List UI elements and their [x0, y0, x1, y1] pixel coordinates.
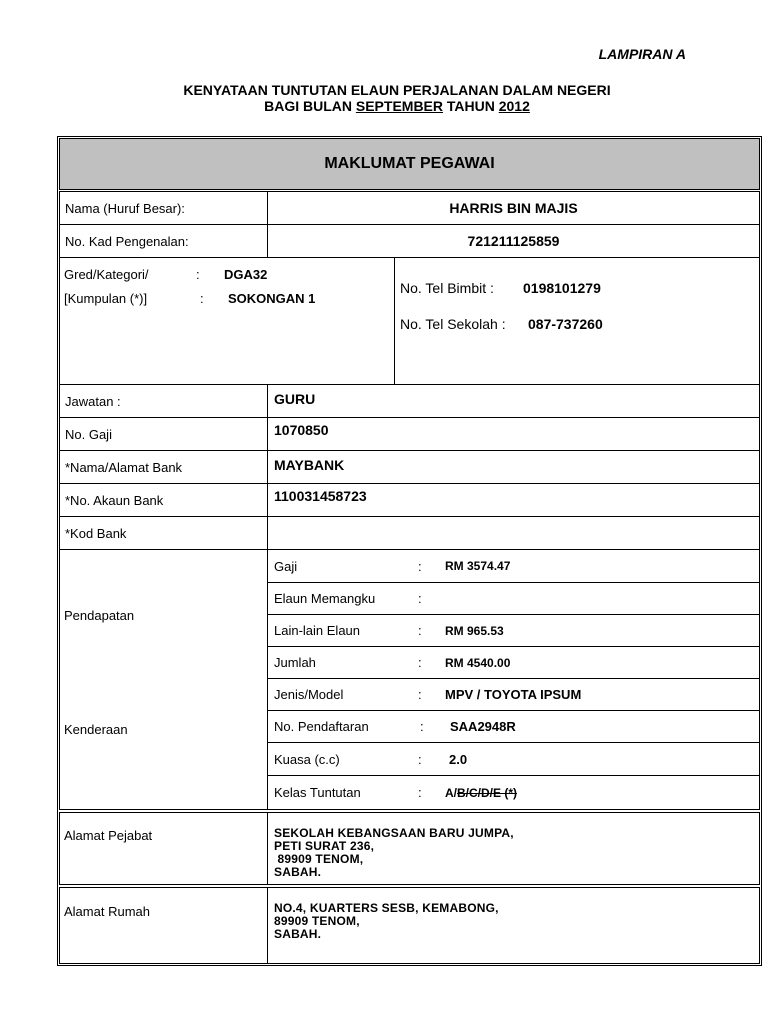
nama-value: HARRIS BIN MAJIS [267, 191, 760, 225]
title-line-1: KENYATAAN TUNTUTAN ELAUN PERJALANAN DALAM NEGERI [183, 82, 611, 98]
kenderaan-row-jenis: Jenis/Model : MPV / TOYOTA IPSUM [267, 678, 760, 711]
kumpulan-value: SOKONGAN 1 [228, 291, 316, 306]
alamat-rumah-label-cell [59, 887, 268, 964]
kenderaan-row-kelas: Kelas Tuntutan : A/B/C/D/E (*) [267, 775, 760, 810]
pendapatan-row-elaun-memangku: Elaun Memangku : [267, 582, 760, 615]
akaun-value: 110031458723 [267, 483, 760, 517]
alamat-pejabat-label: Alamat Pejabat [64, 828, 153, 843]
kelas-struck: B/C/D/E (*) [457, 785, 517, 800]
lampiran-label: LAMPIRAN A [598, 46, 686, 62]
title-year: 2012 [498, 98, 530, 114]
alamat-pejabat-value: SEKOLAH KEBANGSAAN BARU JUMPA, PETI SURAT 236, 89909 TENOM, SABAH. [267, 812, 760, 885]
tel-sekolah-value: 087-737260 [528, 316, 603, 332]
pendapatan-row-gaji: Gaji : RM 3574.47 [267, 549, 760, 583]
no-gaji-value: 1070850 [267, 417, 760, 451]
kad-value: 721211125859 [267, 224, 760, 258]
bank-label: *Nama/Alamat Bank [59, 450, 268, 484]
kenderaan-row-pendaftaran: No. Pendaftaran : SAA2948R [267, 710, 760, 743]
kumpulan-colon: : [200, 291, 204, 306]
kod-bank-value [267, 516, 760, 550]
pendapatan-label: Pendapatan [64, 608, 135, 623]
title-line-2: BAGI BULAN SEPTEMBER TAHUN 2012 [264, 98, 530, 114]
title-month: SEPTEMBER [355, 98, 443, 114]
jawatan-label: Jawatan : [59, 384, 268, 418]
gred-value: DGA32 [224, 267, 268, 282]
pendapatan-kenderaan-cell [59, 549, 268, 810]
kumpulan-label: [Kumpulan (*)] [64, 291, 148, 306]
alamat-pejabat-label-cell [59, 812, 268, 885]
pendapatan-row-lain-lain: Lain-lain Elaun : RM 965.53 [267, 614, 760, 647]
no-gaji-label: No. Gaji [59, 417, 268, 451]
pendapatan-row-jumlah: Jumlah : RM 4540.00 [267, 646, 760, 679]
kod-bank-label: *Kod Bank [59, 516, 268, 550]
akaun-label: *No. Akaun Bank [59, 483, 268, 517]
kelas-selected: A/ [445, 785, 457, 800]
tel-bimbit-label: No. Tel Bimbit : [400, 280, 494, 296]
form-title [0, 82, 768, 114]
nama-label: Nama (Huruf Besar): [59, 191, 268, 225]
kenderaan-label: Kenderaan [64, 722, 128, 737]
kad-label: No. Kad Pengenalan: [59, 224, 268, 258]
tel-cell [394, 257, 760, 385]
kenderaan-row-kuasa: Kuasa (c.c) : 2.0 [267, 742, 760, 776]
alamat-rumah-label: Alamat Rumah [64, 904, 150, 919]
tel-bimbit-value: 0198101279 [523, 280, 601, 296]
alamat-rumah-value: NO.4, KUARTERS SESB, KEMABONG, 89909 TENOM, SABAH. [267, 887, 760, 964]
bank-value: MAYBANK [267, 450, 760, 484]
jawatan-value: GURU [267, 384, 760, 418]
gred-label: Gred/Kategori/ [64, 267, 149, 282]
tel-sekolah-label: No. Tel Sekolah : [400, 316, 506, 332]
gred-colon: : [196, 267, 200, 282]
section-header: MAKLUMAT PEGAWAI [59, 138, 760, 190]
gred-cell [59, 257, 395, 385]
